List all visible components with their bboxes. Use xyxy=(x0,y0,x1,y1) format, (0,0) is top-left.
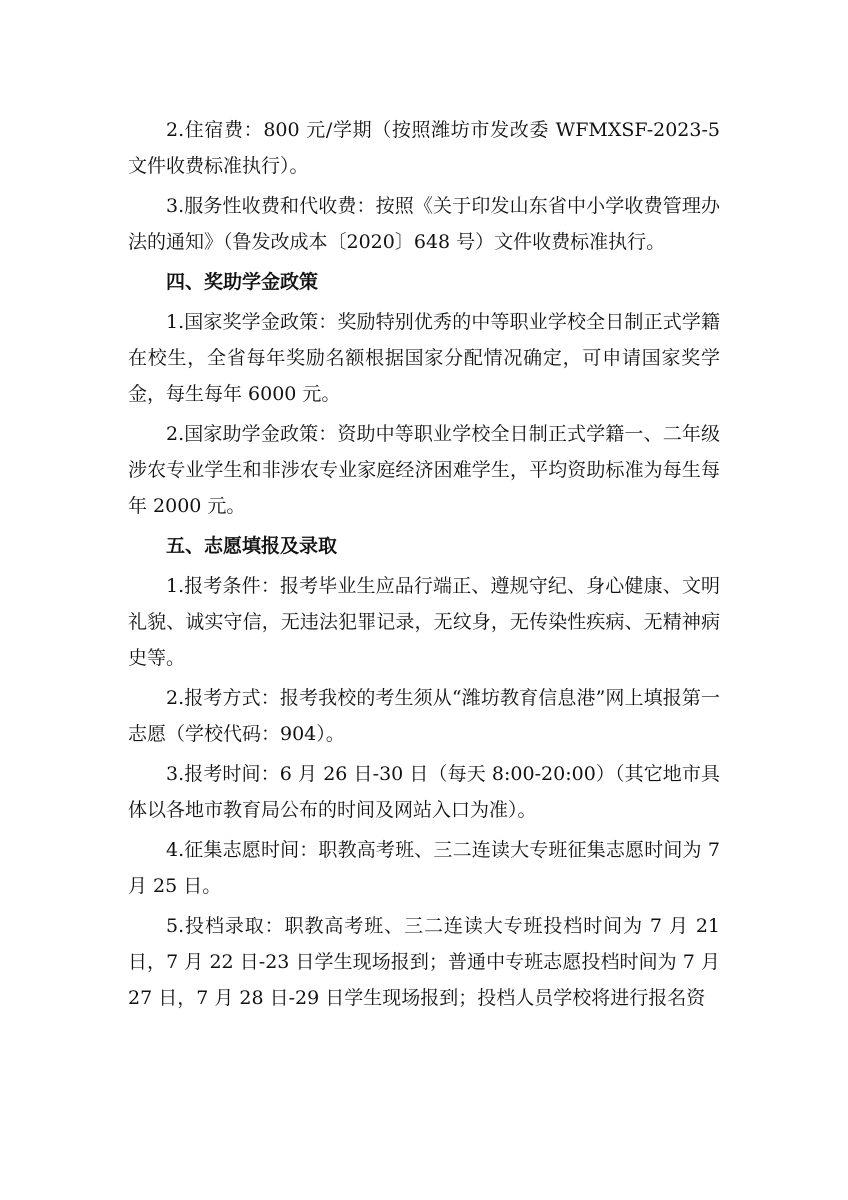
section-heading-application: 五、志愿填报及录取 xyxy=(166,535,338,557)
paragraph-national-grant: 2.国家助学金政策：资助中等职业学校全日制正式学籍一、二年级涉农专业学生和非涉农专业家庭经济困难学生，平均资助标准为每生每年 2000 元。 xyxy=(128,423,720,517)
paragraph-application-method: 2.报考方式：报考我校的考生须从“潍坊教育信息港”网上填报第一志愿（学校代码：904）。 xyxy=(128,687,720,745)
paragraph-national-scholarship: 1.国家奖学金政策：奖励特别优秀的中等职业学校全日制正式学籍在校生，全省每年奖励名额根据国家分配情况确定，可申请国家奖学金，每生每年 6000 元。 xyxy=(128,311,720,405)
paragraph-service-fee: 3.服务性收费和代收费：按照《关于印发山东省中小学收费管理办法的通知》（鲁发改成本〔2020〕648 号）文件收费标准执行。 xyxy=(128,195,720,253)
paragraph-supplementary-time: 4.征集志愿时间：职教高考班、三二连读大专班征集志愿时间为 7 月 25 日。 xyxy=(128,839,720,897)
paragraph-eligibility: 1.报考条件：报考毕业生应品行端正、遵规守纪、身心健康、文明礼貌、诚实守信，无违法犯罪记录，无纹身，无传染性疾病、无精神病史等。 xyxy=(128,575,720,669)
paragraph-application-time: 3.报考时间：6 月 26 日-30 日（每天 8:00-20:00）（其它地市具体以各地市教育局公布的时间及网站入口为准）。 xyxy=(128,763,720,821)
paragraph-accommodation-fee: 2.住宿费：800 元/学期（按照潍坊市发改委 WFMXSF-2023-5 文件收费标准执行）。 xyxy=(128,119,720,177)
document-body xyxy=(128,112,720,1020)
paragraph-admission: 5.投档录取：职教高考班、三二连读大专班投档时间为 7 月 21 日，7 月 22 日-23 日学生现场报到；普通中专班志愿投档时间为 7 月 27 日，7 月 28 日-29 日学生现场报到；投档人员学校将进行报名资 xyxy=(128,915,720,1009)
section-heading-scholarship: 四、奖助学金政策 xyxy=(166,271,319,293)
